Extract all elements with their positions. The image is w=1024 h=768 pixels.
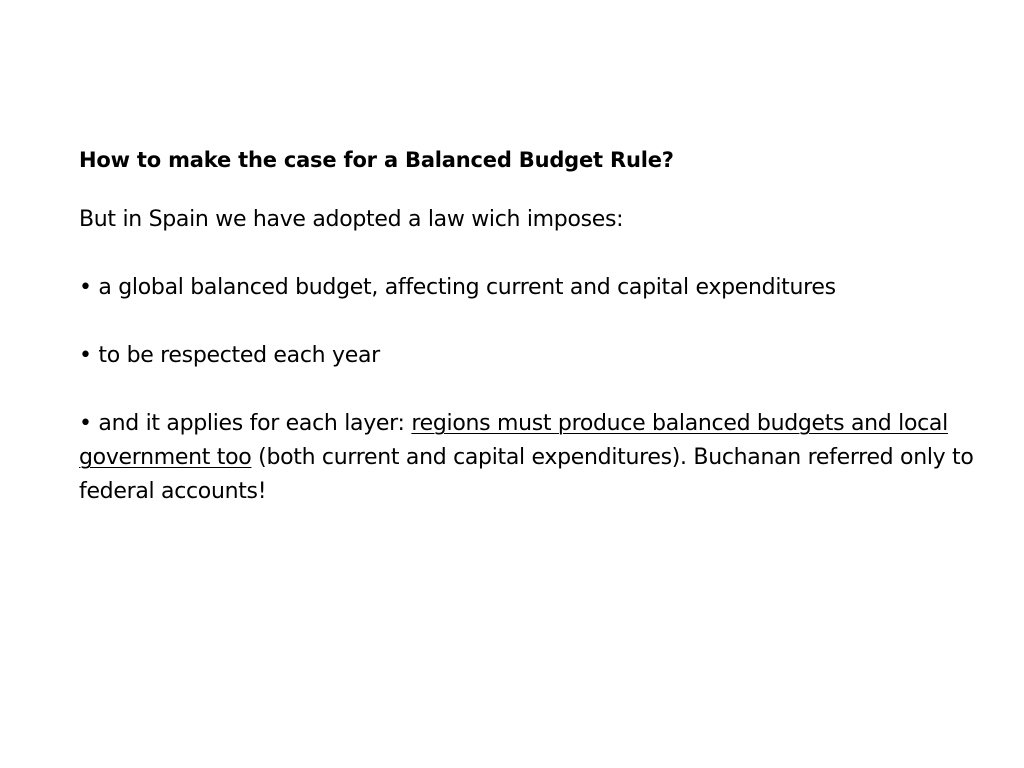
slide-title: How to make the case for a Balanced Budget Rule?: [79, 148, 674, 172]
bullet-item: [79, 407, 979, 509]
bullet-text: a global balanced budget, affecting current and capital expenditures: [98, 275, 836, 300]
bullet-item: [79, 271, 979, 305]
bullet-marker: •: [79, 343, 92, 368]
intro-text: But in Spain we have adopted a law wich imposes:: [79, 207, 624, 232]
bullet-marker: •: [79, 411, 92, 436]
underlined-emphasis: regions must produce balanced budgets and local government too: [79, 411, 948, 470]
bullet-marker: •: [79, 275, 92, 300]
slide-content: [79, 140, 979, 509]
bullet-text-suffix: (both current and capital expenditures). Buchanan referred only to federal accounts!: [79, 445, 974, 504]
bullet-text-prefix: and it applies for each layer:: [98, 411, 412, 436]
bullet-item: [79, 339, 979, 373]
bullet-text: to be respected each year: [98, 343, 380, 368]
